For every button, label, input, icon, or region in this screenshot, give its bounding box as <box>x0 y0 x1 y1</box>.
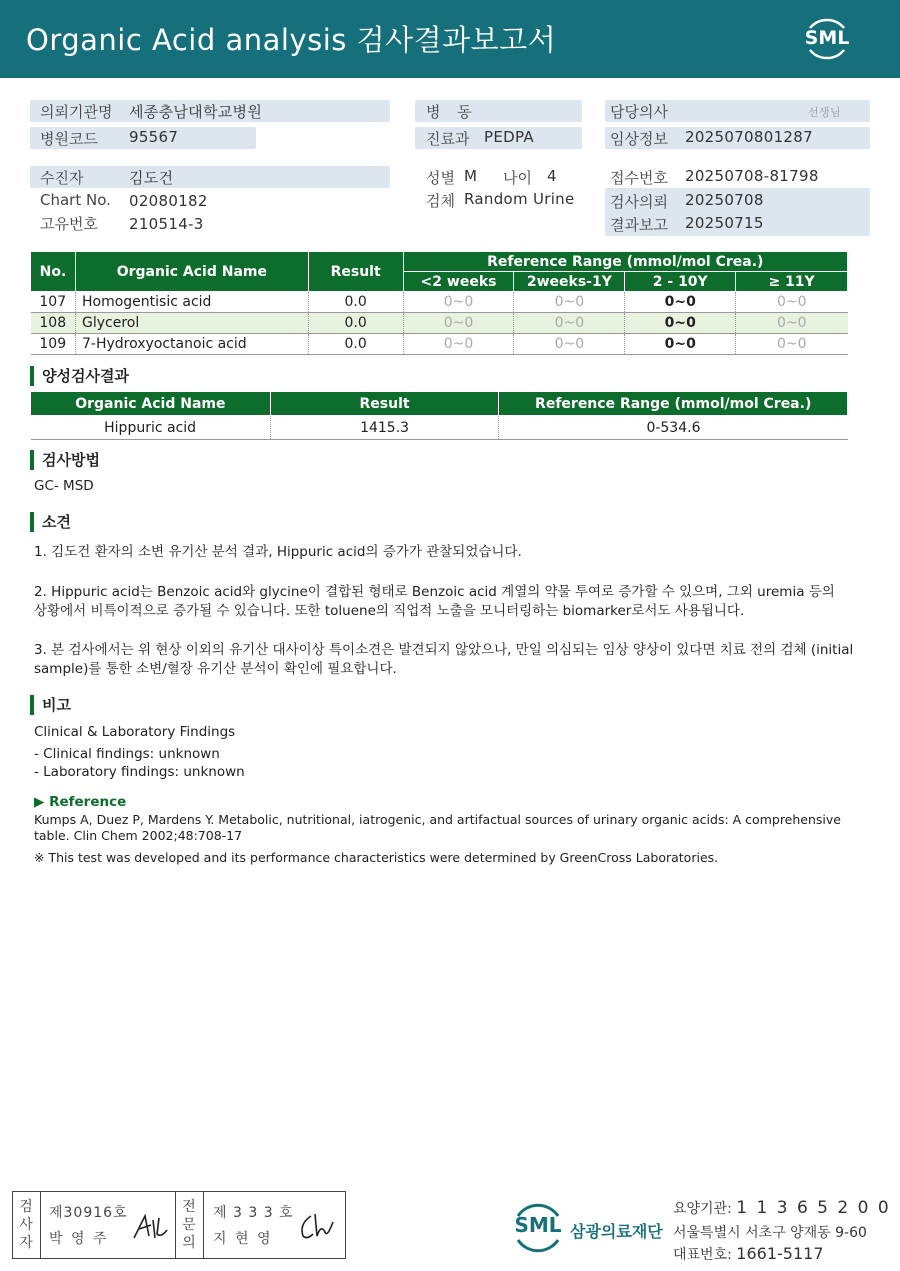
patient-value: 김도건 <box>129 169 174 187</box>
table-row <box>31 416 848 440</box>
report-header <box>0 0 900 78</box>
findings-p2b: 상황에서 비특이적으로 증가될 수 있습니다. 또한 toluene의 직업적 노출을 모니터링하는 biomarker로서도 사용됩니다. <box>34 603 745 619</box>
inspector-signature <box>131 1210 171 1244</box>
remarks-l3: - Laboratory findings: unknown <box>34 764 245 780</box>
col-name: Organic Acid Name <box>31 392 271 416</box>
doctor-label: 담당의사 <box>610 103 668 121</box>
remarks-l1: Clinical & Laboratory Findings <box>34 724 236 740</box>
receipt-label: 접수번호 <box>610 169 668 187</box>
cell-ref: 0~0 <box>625 334 736 355</box>
specialist-signature <box>297 1210 337 1244</box>
col-no: No. <box>31 252 76 292</box>
test-req-label: 검사의뢰 <box>610 193 668 211</box>
cell-ref: 0~0 <box>403 313 514 334</box>
specialist-name: 지 현 영 <box>213 1231 273 1247</box>
positive-title: 양성검사결과 <box>30 366 129 386</box>
ward-label: 병 동 <box>426 103 478 121</box>
chart-label: Chart No. <box>40 191 111 209</box>
specialist-side-label: 전 문 의 <box>182 1199 196 1251</box>
findings-p3b: sample)를 통한 소변/혈장 유기산 분석이 확인에 필요합니다. <box>34 661 397 677</box>
chart-value: 02080182 <box>129 192 208 210</box>
age-value: 4 <box>547 167 557 185</box>
col-age-2: 2weeks-1Y <box>514 272 625 292</box>
col-result: Result <box>270 392 499 416</box>
cell-ref: 0~0 <box>514 313 625 334</box>
findings-p1: 1. 김도건 환자의 소변 유기산 분석 결과, Hippuric acid의 증가가 관찰되었습니다. <box>34 544 522 560</box>
org-code: 요양기관: 1 1 3 6 5 2 0 0 <box>673 1198 891 1218</box>
col-age-3: 2 - 10Y <box>625 272 736 292</box>
cell-ref: 0~0 <box>625 292 736 313</box>
reference-title: ▶ Reference <box>34 794 127 810</box>
sml-logo-icon <box>802 14 852 64</box>
report-value: 20250715 <box>685 214 764 232</box>
cell-name: 7-Hydroxyoctanoic acid <box>75 334 308 355</box>
uid-value: 210514-3 <box>129 215 204 233</box>
clinical-value: 2025070801287 <box>685 128 813 146</box>
org-phone: 대표번호: 1661-5117 <box>673 1244 824 1263</box>
col-name: Organic Acid Name <box>75 252 308 292</box>
cell-ref: 0~0 <box>514 334 625 355</box>
doctor-suffix: 선생님 <box>808 106 841 119</box>
method-title: 검사방법 <box>30 450 100 470</box>
sml-logo-text: SML <box>804 27 850 49</box>
sex-label: 성별 <box>426 169 455 187</box>
info-bar <box>30 166 390 188</box>
table-row <box>31 334 848 355</box>
cell-name: Hippuric acid <box>31 416 271 440</box>
org-name: 삼광의료재단 <box>570 1222 663 1241</box>
findings-p3a: 3. 본 검사에서는 위 현상 이외의 유기산 대사이상 특이소견은 발견되지 않았으나, 만일 의심되는 임상 양상이 있다면 치료 전의 검체 (initial <box>34 642 854 658</box>
org-address: 서울특별시 서초구 양재동 9-60 <box>673 1225 867 1241</box>
cell-ref: 0~0 <box>736 334 848 355</box>
hosp-code-value: 95567 <box>129 128 179 146</box>
report-title: Organic Acid analysis 검사결과보고서 <box>26 23 557 57</box>
receipt-value: 20250708-81798 <box>685 167 819 185</box>
positive-table <box>30 391 848 440</box>
cell-ref: 0~0 <box>514 292 625 313</box>
sml-footer-logo-text: SML <box>514 1213 562 1237</box>
inspector-side-label: 검 사 자 <box>19 1199 33 1251</box>
specialist-license: 제 3 3 3 호 <box>213 1205 294 1221</box>
cell-no: 109 <box>31 334 76 355</box>
findings-title: 소견 <box>30 512 71 532</box>
cell-ref: 0~0 <box>403 292 514 313</box>
cell-name: Glycerol <box>75 313 308 334</box>
sex-value: M <box>464 167 478 185</box>
req-org-label: 의뢰기관명 <box>40 103 113 121</box>
signature-box <box>12 1191 346 1259</box>
remarks-title: 비고 <box>30 695 71 715</box>
cell-name: Homogentisic acid <box>75 292 308 313</box>
dept-value: PEDPA <box>484 128 534 146</box>
cell-ref: 0-534.6 <box>499 416 848 440</box>
cell-result: 0.0 <box>308 313 403 334</box>
cell-ref: 0~0 <box>625 313 736 334</box>
cell-result: 1415.3 <box>270 416 499 440</box>
dept-label: 진료과 <box>426 130 470 148</box>
reference-note: ※ This test was developed and its performance characteristics were determined by GreenCross Laboratories. <box>34 850 719 865</box>
remarks-l2: - Clinical findings: unknown <box>34 746 220 762</box>
table-row <box>31 292 848 313</box>
req-org-value: 세종충남대학교병원 <box>129 103 263 121</box>
inspector-name: 박 영 주 <box>49 1231 109 1247</box>
cell-no: 107 <box>31 292 76 313</box>
reference-l1: Kumps A, Duez P, Mardens Y. Metabolic, nutritional, iatrogenic, and artifactual sources of urinary organic acids: A comprehensive <box>34 812 841 827</box>
age-label: 나이 <box>503 169 532 187</box>
cell-ref: 0~0 <box>736 292 848 313</box>
test-req-value: 20250708 <box>685 191 764 209</box>
cell-ref: 0~0 <box>736 313 848 334</box>
hosp-code-label: 병원코드 <box>40 130 98 148</box>
report-label: 결과보고 <box>610 216 668 234</box>
clinical-label: 임상정보 <box>610 130 668 148</box>
col-age-4: ≥ 11Y <box>736 272 848 292</box>
cell-no: 108 <box>31 313 76 334</box>
specimen-value: Random Urine <box>464 190 575 208</box>
table-row <box>31 313 848 334</box>
col-ref: Reference Range (mmol/mol Crea.) <box>499 392 848 416</box>
patient-label: 수진자 <box>40 169 84 187</box>
results-table <box>30 251 848 355</box>
cell-result: 0.0 <box>308 334 403 355</box>
findings-p2a: 2. Hippuric acid는 Benzoic acid와 glycine이 결합된 형태로 Benzoic acid 계열의 약물 투여로 증가할 수 있으며, 그외 uremia 등의 <box>34 584 835 600</box>
col-age-1: <2 weeks <box>403 272 514 292</box>
reference-l2: table. Clin Chem 2002;48:708-17 <box>34 828 243 843</box>
cell-result: 0.0 <box>308 292 403 313</box>
inspector-license: 제30916호 <box>49 1205 128 1221</box>
cell-ref: 0~0 <box>403 334 514 355</box>
specimen-label: 검체 <box>426 192 455 210</box>
method-text: GC- MSD <box>34 478 94 494</box>
col-ref: Reference Range (mmol/mol Crea.) <box>403 252 847 272</box>
col-result: Result <box>308 252 403 292</box>
uid-label: 고유번호 <box>40 215 98 233</box>
